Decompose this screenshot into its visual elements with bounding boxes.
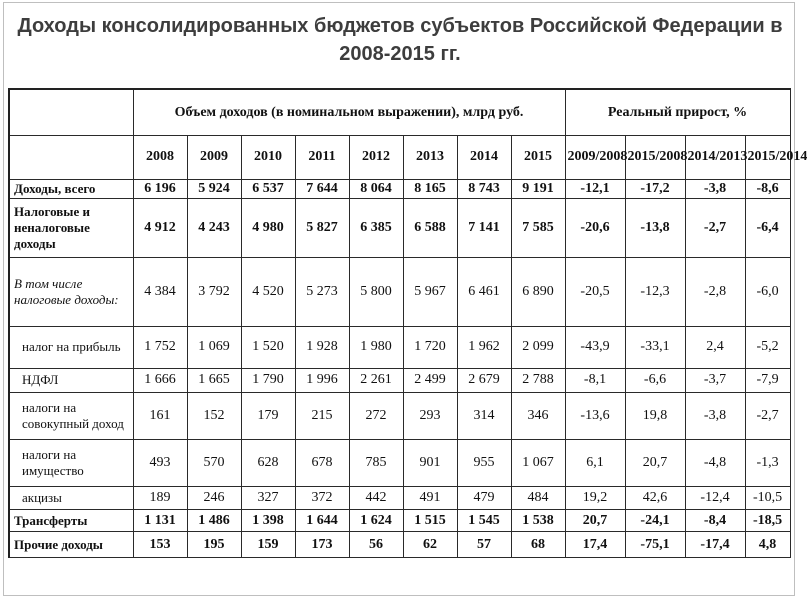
volume-cell: 1 520 <box>241 326 295 369</box>
volume-cell: 4 980 <box>241 198 295 258</box>
year-header: 2008 <box>133 135 187 179</box>
volume-cell: 272 <box>349 392 403 439</box>
growth-cell: -12,1 <box>565 179 625 198</box>
growth-cell: -75,1 <box>625 532 685 558</box>
volume-cell: 6 588 <box>403 198 457 258</box>
volume-cell: 1 545 <box>457 509 511 531</box>
header-label-blank <box>9 135 133 179</box>
header-real-growth: Реальный прирост, % <box>565 89 790 135</box>
growth-cell: 20,7 <box>565 509 625 531</box>
row-label: Прочие доходы <box>9 532 133 558</box>
volume-cell: 62 <box>403 532 457 558</box>
table-row <box>9 439 790 486</box>
volume-cell: 1 665 <box>187 369 241 392</box>
growth-cell: -3,7 <box>685 369 745 392</box>
volume-cell: 2 261 <box>349 369 403 392</box>
growth-cell: -12,3 <box>625 258 685 326</box>
row-label: В том числе налоговые доходы: <box>9 258 133 326</box>
table-row <box>9 532 790 558</box>
volume-cell: 6 890 <box>511 258 565 326</box>
row-label: Доходы, всего <box>9 179 133 198</box>
growth-cell: -33,1 <box>625 326 685 369</box>
growth-cell: -12,4 <box>685 486 745 509</box>
growth-cell: -17,2 <box>625 179 685 198</box>
growth-cell: 42,6 <box>625 486 685 509</box>
table-row <box>9 369 790 392</box>
header-corner <box>9 89 133 135</box>
growth-cell: -2,7 <box>685 198 745 258</box>
volume-cell: 2 499 <box>403 369 457 392</box>
volume-cell: 327 <box>241 486 295 509</box>
volume-cell: 785 <box>349 439 403 486</box>
volume-cell: 9 191 <box>511 179 565 198</box>
growth-cell: 19,8 <box>625 392 685 439</box>
volume-cell: 1 538 <box>511 509 565 531</box>
growth-period-header: 2009/2008 <box>565 135 625 179</box>
growth-cell: -2,7 <box>745 392 790 439</box>
year-header: 2010 <box>241 135 295 179</box>
volume-cell: 6 461 <box>457 258 511 326</box>
growth-cell: -2,8 <box>685 258 745 326</box>
volume-cell: 6 196 <box>133 179 187 198</box>
volume-cell: 57 <box>457 532 511 558</box>
volume-cell: 493 <box>133 439 187 486</box>
volume-cell: 5 967 <box>403 258 457 326</box>
volume-cell: 346 <box>511 392 565 439</box>
year-header: 2011 <box>295 135 349 179</box>
growth-cell: -8,4 <box>685 509 745 531</box>
volume-cell: 1 624 <box>349 509 403 531</box>
volume-cell: 3 792 <box>187 258 241 326</box>
volume-cell: 314 <box>457 392 511 439</box>
table-body <box>9 179 790 558</box>
table-row <box>9 179 790 198</box>
growth-cell: -6,6 <box>625 369 685 392</box>
table-row <box>9 486 790 509</box>
volume-cell: 1 644 <box>295 509 349 531</box>
growth-cell: -8,6 <box>745 179 790 198</box>
volume-cell: 5 827 <box>295 198 349 258</box>
growth-cell: 19,2 <box>565 486 625 509</box>
volume-cell: 246 <box>187 486 241 509</box>
growth-cell: -24,1 <box>625 509 685 531</box>
growth-period-header: 2014/2013 <box>685 135 745 179</box>
row-label: НДФЛ <box>9 369 133 392</box>
row-label: Трансферты <box>9 509 133 531</box>
growth-cell: 2,4 <box>685 326 745 369</box>
growth-cell: -43,9 <box>565 326 625 369</box>
volume-cell: 293 <box>403 392 457 439</box>
volume-cell: 8 165 <box>403 179 457 198</box>
growth-cell: -8,1 <box>565 369 625 392</box>
row-label: налог на прибыль <box>9 326 133 369</box>
volume-cell: 5 924 <box>187 179 241 198</box>
volume-cell: 1 962 <box>457 326 511 369</box>
volume-cell: 1 980 <box>349 326 403 369</box>
volume-cell: 68 <box>511 532 565 558</box>
growth-cell: -13,8 <box>625 198 685 258</box>
row-label: акцизы <box>9 486 133 509</box>
table-row <box>9 258 790 326</box>
volume-cell: 628 <box>241 439 295 486</box>
growth-cell: -5,2 <box>745 326 790 369</box>
growth-cell: 6,1 <box>565 439 625 486</box>
volume-cell: 8 743 <box>457 179 511 198</box>
volume-cell: 484 <box>511 486 565 509</box>
volume-cell: 6 537 <box>241 179 295 198</box>
volume-cell: 4 912 <box>133 198 187 258</box>
volume-cell: 1 996 <box>295 369 349 392</box>
growth-cell: -10,5 <box>745 486 790 509</box>
volume-cell: 678 <box>295 439 349 486</box>
year-header: 2012 <box>349 135 403 179</box>
volume-cell: 1 067 <box>511 439 565 486</box>
volume-cell: 1 069 <box>187 326 241 369</box>
row-label: Налоговые и неналоговые доходы <box>9 198 133 258</box>
volume-cell: 7 644 <box>295 179 349 198</box>
volume-cell: 56 <box>349 532 403 558</box>
volume-cell: 161 <box>133 392 187 439</box>
growth-cell: 17,4 <box>565 532 625 558</box>
volume-cell: 189 <box>133 486 187 509</box>
volume-cell: 179 <box>241 392 295 439</box>
growth-cell: -6,0 <box>745 258 790 326</box>
volume-cell: 1 790 <box>241 369 295 392</box>
growth-cell: -3,8 <box>685 179 745 198</box>
growth-cell: -7,9 <box>745 369 790 392</box>
volume-cell: 491 <box>403 486 457 509</box>
growth-cell: -3,8 <box>685 392 745 439</box>
volume-cell: 5 800 <box>349 258 403 326</box>
growth-cell: -20,5 <box>565 258 625 326</box>
volume-cell: 4 520 <box>241 258 295 326</box>
volume-cell: 442 <box>349 486 403 509</box>
volume-cell: 570 <box>187 439 241 486</box>
year-header: 2013 <box>403 135 457 179</box>
volume-cell: 159 <box>241 532 295 558</box>
growth-cell: 4,8 <box>745 532 790 558</box>
volume-cell: 173 <box>295 532 349 558</box>
volume-cell: 2 679 <box>457 369 511 392</box>
volume-cell: 1 131 <box>133 509 187 531</box>
table-row <box>9 392 790 439</box>
volume-cell: 901 <box>403 439 457 486</box>
volume-cell: 955 <box>457 439 511 486</box>
growth-cell: -17,4 <box>685 532 745 558</box>
volume-cell: 1 752 <box>133 326 187 369</box>
volume-cell: 4 243 <box>187 198 241 258</box>
volume-cell: 1 720 <box>403 326 457 369</box>
volume-cell: 4 384 <box>133 258 187 326</box>
volume-cell: 372 <box>295 486 349 509</box>
revenue-table-container <box>8 88 807 558</box>
volume-cell: 1 666 <box>133 369 187 392</box>
row-label: налоги на имущество <box>9 439 133 486</box>
volume-cell: 153 <box>133 532 187 558</box>
growth-cell: -18,5 <box>745 509 790 531</box>
growth-cell: -20,6 <box>565 198 625 258</box>
growth-cell: -6,4 <box>745 198 790 258</box>
growth-cell: -4,8 <box>685 439 745 486</box>
year-header: 2014 <box>457 135 511 179</box>
growth-cell: -13,6 <box>565 392 625 439</box>
volume-cell: 479 <box>457 486 511 509</box>
row-label: налоги на совокупный доход <box>9 392 133 439</box>
growth-cell: -1,3 <box>745 439 790 486</box>
page-title: Доходы консолидированных бюджетов субъектов Российской Федерации в 2008-2015 гг. <box>17 15 783 65</box>
volume-cell: 5 273 <box>295 258 349 326</box>
revenue-table <box>8 88 807 558</box>
table-row <box>9 198 790 258</box>
volume-cell: 1 928 <box>295 326 349 369</box>
year-header: 2009 <box>187 135 241 179</box>
volume-cell: 215 <box>295 392 349 439</box>
volume-cell: 1 398 <box>241 509 295 531</box>
header-volume: Объем доходов (в номинальном выражении), млрд руб. <box>133 89 565 135</box>
growth-period-header: 2015/2014 <box>745 135 790 179</box>
volume-cell: 6 385 <box>349 198 403 258</box>
growth-period-header: 2015/2008 <box>625 135 685 179</box>
volume-cell: 7 585 <box>511 198 565 258</box>
year-header: 2015 <box>511 135 565 179</box>
table-row <box>9 509 790 531</box>
volume-cell: 195 <box>187 532 241 558</box>
volume-cell: 152 <box>187 392 241 439</box>
volume-cell: 2 788 <box>511 369 565 392</box>
volume-cell: 1 486 <box>187 509 241 531</box>
volume-cell: 2 099 <box>511 326 565 369</box>
volume-cell: 8 064 <box>349 179 403 198</box>
table-row <box>9 326 790 369</box>
growth-cell: 20,7 <box>625 439 685 486</box>
volume-cell: 7 141 <box>457 198 511 258</box>
volume-cell: 1 515 <box>403 509 457 531</box>
